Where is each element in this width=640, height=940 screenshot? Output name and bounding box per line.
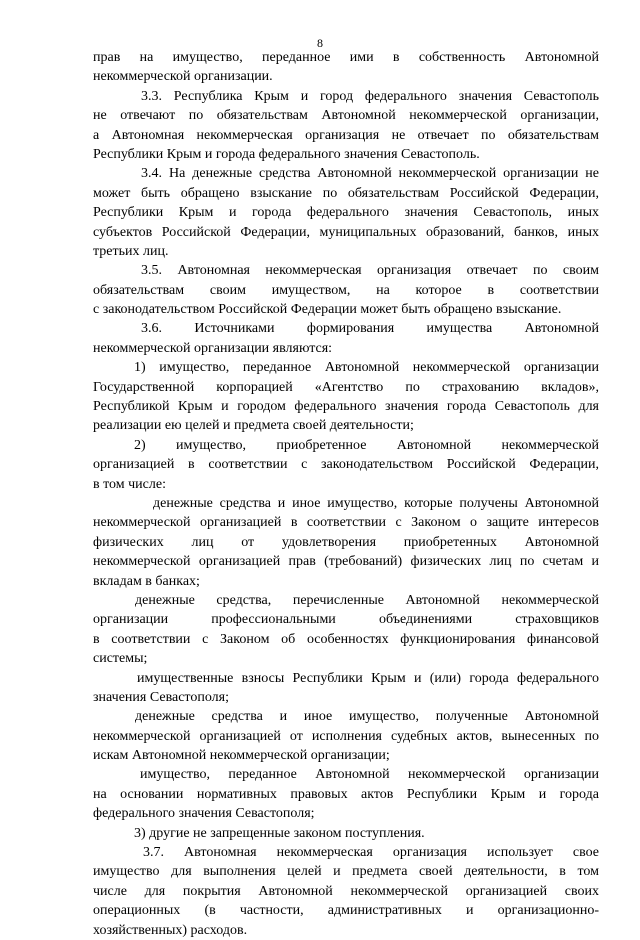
text-line: некоммерческой организацией от исполнения судебных актов, вынесенных по (93, 728, 599, 744)
list-item-3-line: 3) другие не запрещенные законом поступления. (134, 825, 425, 841)
text-line: числе для покрытия Автономной некоммерческой организацией своих (93, 883, 599, 899)
list-item-2-line: 2) имущество, приобретенное Автономной некоммерческой (134, 437, 599, 453)
text-line: Республикой Крым и городом федерального значения города Севастополь для (93, 399, 599, 415)
text-line: Республики Крым и города федерального значения Севастополь. (93, 146, 480, 162)
list-item-1-line: 1) имущество, переданное Автономной некоммерческой организации (134, 360, 599, 376)
text-line: некоммерческой организации являются: (93, 340, 333, 356)
text-line: вкладам в банках; (93, 573, 200, 589)
text-line: искам Автономной некоммерческой организации; (93, 748, 390, 764)
text-line: Республики Крым и города федерального значения Севастополь, иных (93, 205, 599, 221)
text-line: может быть обращено взыскание по обязательствам Российской Федерации, (93, 185, 599, 201)
text-line: в том числе: (93, 476, 166, 492)
text-line: значения Севастополя; (93, 689, 229, 705)
section-3-5-line: 3.5. Автономная некоммерческая организация отвечает по своим (141, 263, 599, 279)
page-number: 8 (317, 36, 323, 50)
sub-item-line: имущество, переданное Автономной некоммерческой организации (140, 767, 599, 783)
text-line: некоммерческой организацией прав (требований) физических лиц по счетам и (93, 554, 599, 570)
text-line: физических лиц от удовлетворения приобретенных Автономной (93, 534, 599, 550)
text-line: обязательствам своим имуществом, на которое в соответствии (93, 282, 599, 298)
section-3-6-line: 3.6. Источниками формирования имущества Автономной (141, 321, 599, 337)
text-line: третьих лиц. (93, 243, 169, 259)
text-line: имущество для выполнения целей и предмета своей деятельности, в том (93, 864, 599, 880)
text-line: операционных (в частности, административных и организационно- (93, 903, 599, 919)
text-line: в соответствии с Законом об особенностях функционирования финансовой (93, 631, 599, 647)
text-line: субъектов Российской Федерации, муниципальных образований, банков, иных (93, 224, 599, 240)
text-line: хозяйственных) расходов. (93, 922, 248, 938)
text-line: прав на имущество, переданное ими в собственность Автономной (93, 50, 599, 65)
section-3-3-line: 3.3. Республика Крым и город федерального значения Севастополь (141, 88, 599, 104)
text-line: организацией в соответствии с законодательством Российской Федерации, (93, 457, 599, 473)
section-3-7-line: 3.7. Автономная некоммерческая организация использует свое (143, 845, 599, 861)
text-line: реализации ею целей и предмета своей деятельности; (93, 418, 414, 434)
section-3-4-line: 3.4. На денежные средства Автономной некоммерческой организации не (141, 166, 599, 182)
text-line: федерального значения Севастополя; (93, 806, 315, 822)
sub-item-line: денежные средства, перечисленные Автономной некоммерческой (135, 592, 599, 608)
text-line: не отвечают по обязательствам Автономной некоммерческой организации, (93, 108, 599, 124)
body-text (93, 48, 599, 940)
text-line: организации профессиональными объединениями страховщиков (93, 612, 599, 628)
text-line: некоммерческой организации. (93, 69, 273, 85)
text-line: с законодательством Российской Федерации может быть обращено взыскание. (93, 302, 562, 318)
sub-item-line: денежные средства и иное имущество, которые получены Автономной (153, 495, 599, 511)
text-line: некоммерческой организацией в соответствии с Законом о защите интересов (93, 515, 599, 531)
text-line: системы; (93, 651, 148, 667)
sub-item-line: денежные средства и иное имущество, полученные Автономной (135, 709, 599, 725)
text-line: Государственной корпорацией «Агентство по страхованию вкладов», (93, 379, 599, 395)
text-line: а Автономная некоммерческая организация не отвечает по обязательствам (93, 127, 599, 143)
sub-item-line: имущественные взносы Республики Крым и (или) города федерального (137, 670, 599, 686)
text-line: на основании нормативных правовых актов Республики Крым и города (93, 786, 599, 802)
